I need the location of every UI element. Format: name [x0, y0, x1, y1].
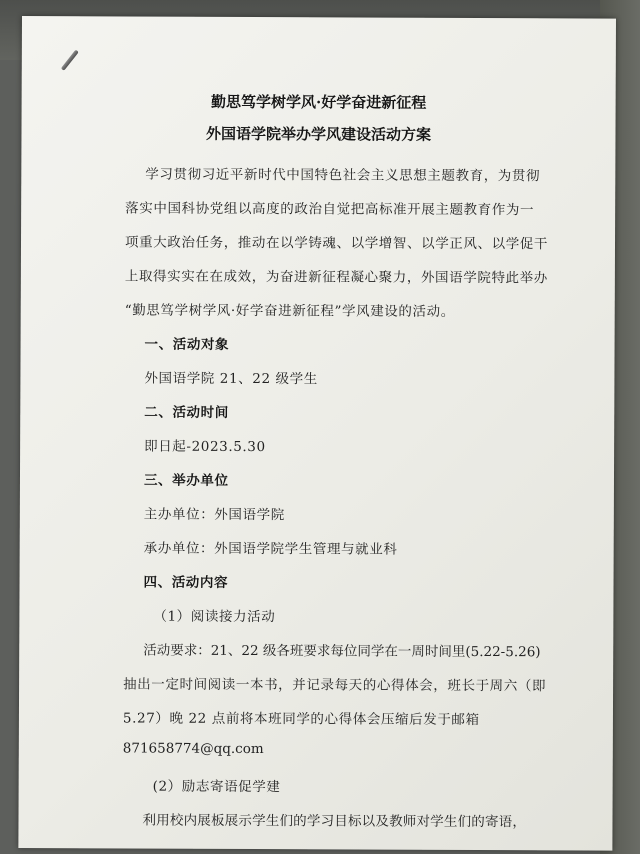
- intro-line-4: 上取得实实在在成效，为奋进新征程凝心聚力，外国语学院特此举办: [124, 268, 548, 287]
- document-title: 勤思笃学树学风·好学奋进新征程: [210, 92, 427, 112]
- section-3-line-1: 主办单位：外国语学院: [143, 506, 285, 524]
- intro-line-5: “勤思笃学树学风·好学奋进新征程”学风建设的活动。: [124, 302, 455, 320]
- activity-1-line-2: 抽出一定时间阅读一本书，并记录每天的心得体会，班长于周六（即: [123, 676, 547, 695]
- section-2-line-1: 即日起-2023.5.30: [144, 438, 266, 456]
- intro-line-3: 项重大政治任务，推动在以学铸魂、以学增智、以学正风、以学促干: [124, 234, 549, 253]
- section-3-line-2: 承办单位：外国语学院学生管理与就业科: [143, 540, 398, 558]
- activity-1-line-1: 活动要求：21、22 级各班要求每位同学在一周时间里(5.22-5.26): [143, 642, 541, 661]
- activity-1-email: 871658774@qq.com: [122, 740, 264, 758]
- document-page: [18, 16, 616, 851]
- section-heading-4: 四、活动内容: [143, 574, 229, 591]
- section-heading-2: 二、活动时间: [144, 404, 229, 421]
- document-subtitle: 外国语学院举办学风建设活动方案: [205, 124, 432, 144]
- section-1-line-1: 外国语学院 21、22 级学生: [144, 370, 318, 388]
- section-heading-3: 三、举办单位: [143, 472, 229, 489]
- section-heading-1: 一、活动对象: [144, 336, 230, 353]
- activity-1-title: （1）阅读接力活动: [153, 608, 276, 626]
- intro-line-1: 学习贯彻习近平新时代中国特色社会主义思想主题教育，为贯彻: [145, 166, 541, 185]
- activity-2-line-1: 利用校内展板展示学生们的学习目标以及教师对学生们的寄语，: [142, 812, 527, 831]
- staple-icon: [61, 50, 79, 71]
- intro-line-2: 落实中国科协党组以高度的政治自觉把高标准开展主题教育作为一: [125, 200, 535, 219]
- activity-1-line-3: 5.27）晚 22 点前将本班同学的心得体会压缩后发于邮箱: [122, 710, 480, 729]
- activity-2-title: (2）励志寄语促学建: [152, 778, 281, 796]
